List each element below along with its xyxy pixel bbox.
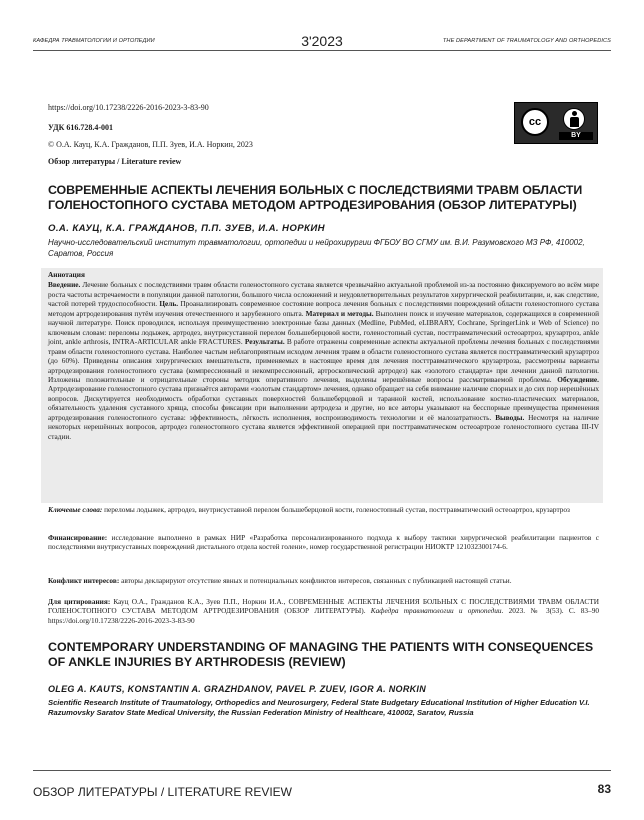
methods-text: Выполнен поиск и изучение материалов, содержащихся в современной научной литературе. Поиск проводился, используя преимущественно электронные базы данных (Medline, PubMed, eLIBRARY, Cochrane, SpringerLink и Web of Science) по ключевым словам: переломы лодыжек, артродез, внутрисуставной перелом большеберцовой кости, голеностопный сустав, посттравматический остеоартроз, крузартроз, ankle joint, ankle arthrosis, INTRA-ARTICULAR ankle FRACTURES.	[48, 308, 599, 347]
citation-tail[interactable]: 2023. № 3(53). С. 83–90 https://doi.org/10.17238/2226-2016-2023-3-83-90	[48, 606, 600, 625]
citation-label: Для цитирования:	[48, 597, 111, 606]
funding-text: исследование выполнено в рамках НИР «Разработка персонализированного подхода к выбору тактики хирургической реабилитации пациентов с последствиями внутрисуставных повреждений дистального отдела костей голени», номер государственной регистрации НИОКТР 121032300174-6.	[48, 533, 599, 552]
article-title-en: CONTEMPORARY UNDERSTANDING OF MANAGING THE PATIENTS WITH CONSEQUENCES OF ANKLE INJURIES BY ARTHRODESIS (REVIEW)	[48, 640, 594, 669]
cc-icon: cc	[521, 108, 549, 136]
page-number: 83	[597, 782, 611, 796]
issue-number: 3'2023	[301, 33, 343, 49]
funding	[48, 533, 599, 552]
authors-ru: О.А. КАУЦ, К.А. ГРАЖДАНОВ, П.П. ЗУЕВ, И.А. НОРКИН	[48, 223, 325, 234]
header-divider	[33, 50, 611, 51]
affiliation-en: Scientific Research Institute of Traumatology, Orthopedics and Neurosurgery, Federal State Budgetary Educational Institution of Higher Education V.I. Razumovsky Saratov State Medical University, the Russian Federation Ministry of Healthcare, 410002, Saratov, Russia	[48, 698, 590, 717]
results-text: В работе отражены современные аспекты актуальной проблемы лечения больных с последствиями травм области голеностопного сустава. Наиболее частым неблагоприятным исходом лечения травм в области голеностопного сустава является посттравматический крузартроз (до 60%). Приведены описания хирургических вмешательств, применяемых в настоящее время для лечения посттравматического крузартроза, рассмотрены варианты артродезирования голеностопного сустава (компрессионный и некомпрессионный, артроскопический артродез) как «золотого стандарта» при лечении данной патологии. Изложены положительные и отрицательные стороны методик оперативного лечения, выделены нерешённые вопросы рассматриваемой проблемы.	[48, 337, 600, 384]
footer-section: ОБЗОР ЛИТЕРАТУРЫ / LITERATURE REVIEW	[33, 785, 293, 799]
running-header-right: THE DEPARTMENT OF TRAUMATOLOGY AND ORTHOPEDICS	[442, 38, 611, 44]
conclusions-label: Выводы.	[491, 412, 525, 422]
running-header-left: КАФЕДРА ТРАВМАТОЛОГИИ И ОРТОПЕДИИ	[33, 38, 155, 44]
discussion-text: Артродезирование голеностопного сустава признаётся авторами «золотым стандартом» лечения, однако обращает на себя внимание наличие спорных и до сих пор нерешённых вопросов. Дискутируется необходимость обработки суставных поверхностей большеберцовой и таранной костей, использование костно-пластических материалов, обязательность удаления суставного хряща, способы фиксации при выполнении артродеза и другие, но все авторы указывают на бесспорные преимущества применения артродезирования голеностопного сустава: эффективность, лёгкость исполнения, воспроизводимость технологии и её малозатратность.	[48, 384, 599, 422]
discussion-label: Обсуждение.	[551, 374, 599, 384]
keywords	[48, 505, 599, 514]
intro-label: Введение.	[48, 280, 81, 290]
citation	[48, 597, 599, 625]
conflict-text: авторы декларируют отсутствие явных и потенциальных конфликтов интересов, связанных с публикацией настоящей статьи.	[119, 576, 512, 585]
conflict-label: Конфликт интересов:	[48, 576, 120, 585]
citation-journal: Кафедра травматологии и ортопедии.	[365, 606, 504, 616]
udk-code: УДК 616.728.4-001	[48, 123, 114, 132]
cc-by-license-badge[interactable]	[514, 102, 598, 144]
keywords-label: Ключевые слова:	[48, 505, 103, 514]
funding-label: Финансирование:	[48, 533, 108, 542]
intro-text: Лечение больных с последствиями травм области голеностопного сустава является чрезвычайно актуальной проблемой из-за постоянно фиксируемого во всём мире роста частоты встречаемости в популяции данной патологии, большого числа осложнений и неудовлетворительных результатов хирургической реабилитации, и, как следствие, частой потерей трудоспособности.	[48, 280, 599, 309]
results-label: Результаты.	[242, 337, 285, 347]
conclusions-text: Несмотря на наличие некоторых нерешённых вопросов, артродез голеностопного сустава является эффективной операцией при посттравматическом остеоартрозе голеностопного сустава III-IV стадии.	[48, 412, 599, 441]
doi-link[interactable]: https://doi.org/10.17238/2226-2016-2023-3-83-90	[48, 103, 209, 112]
article-type: Обзор литературы / Literature review	[48, 157, 182, 166]
affiliation-ru: Научно-исследовательский институт травматологии, ортопедии и нейрохирургии ФГБОУ ВО СГМУ им. В.И. Разумовского МЗ РФ, 410002, Саратов, Россия	[48, 238, 585, 258]
aim-label: Цель.	[157, 299, 179, 309]
authors-en: OLEG A. KAUTS, KONSTANTIN A. GRAZHDANOV, PAVEL P. ZUEV, IGOR A. NORKIN	[48, 684, 427, 694]
footer-divider	[33, 770, 611, 771]
article-title-ru: СОВРЕМЕННЫЕ АСПЕКТЫ ЛЕЧЕНИЯ БОЛЬНЫХ С ПОСЛЕДСТВИЯМИ ТРАВМ ОБЛАСТИ ГОЛЕНОСТОПНОГО СУСТАВА МЕТОДОМ АРТРОДЕЗИРОВАНИЯ (ОБЗОР ЛИТЕРАТУРЫ)	[48, 183, 583, 212]
keywords-text: переломы лодыжек, артродез, внутрисуставной перелом большеберцовой кости, голеностопный сустав, посттравматический остеоартроз, крузартроз	[102, 505, 570, 514]
abstract-body	[48, 280, 599, 441]
abstract	[48, 270, 599, 441]
abstract-heading: Аннотация	[48, 270, 85, 279]
methods-label: Материал и методы.	[303, 308, 374, 318]
attribution-icon	[563, 108, 585, 130]
by-label: BY	[559, 132, 593, 140]
citation-text: Кауц О.А., Гражданов К.А., Зуев П.П., Норкин И.А., СОВРЕМЕННЫЕ АСПЕКТЫ ЛЕЧЕНИЯ БОЛЬНЫХ С ПОСЛЕДСТВИЯМИ ТРАВМ ОБЛАСТИ ГОЛЕНОСТОПНОГО СУСТАВА МЕТОДОМ АРТРОДЕЗИРОВАНИЯ (ОБЗОР ЛИТЕРАТУРЫ).	[48, 597, 600, 616]
copyright-line: © О.А. Кауц, К.А. Гражданов, П.П. Зуев, И.А. Норкин, 2023	[48, 140, 253, 149]
aim-text: Проанализировать современное состояние вопроса лечения больных с последствиями повреждений области голеностопного сустава методом артродезирования путём изучения отечественного и зарубежного опыта.	[48, 299, 599, 318]
conflict-of-interest	[48, 576, 599, 585]
